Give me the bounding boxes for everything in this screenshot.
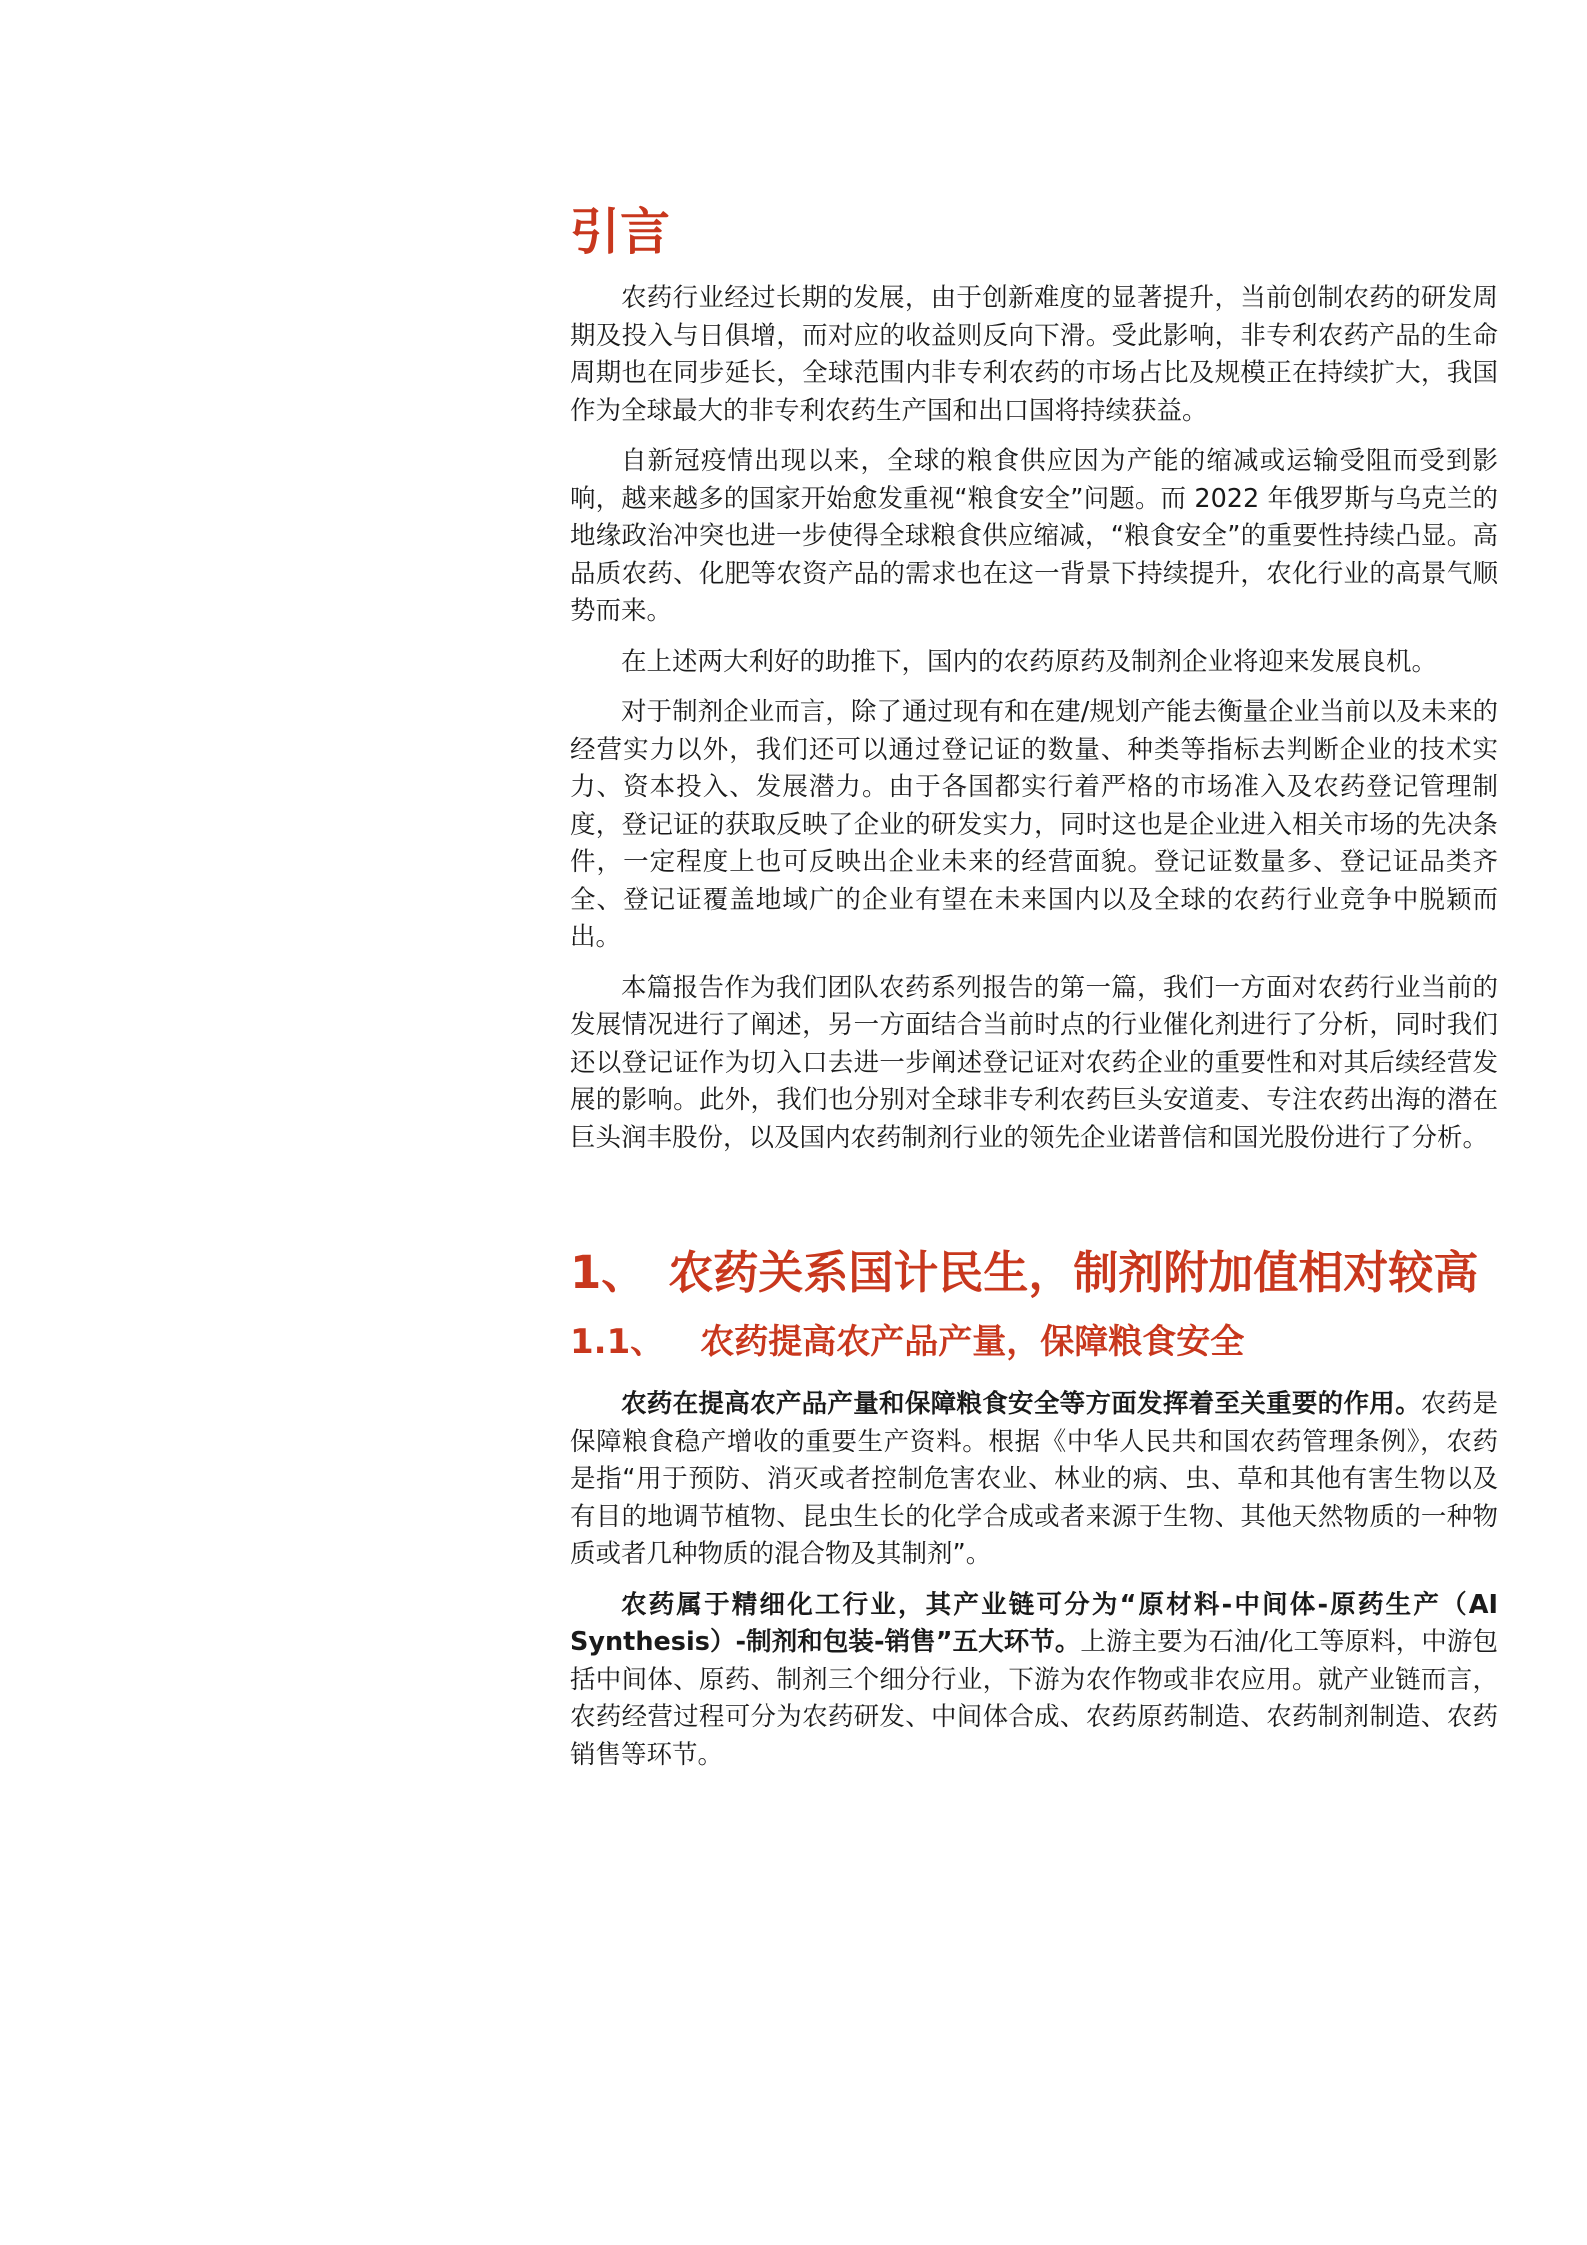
intro-paragraph: 自新冠疫情出现以来，全球的粮食供应因为产能的缩减或运输受阻而受到影响，越来越多的国家开始愈发重视“粮食安全”问题。而 2022 年俄罗斯与乌克兰的地缘政治冲突也进一步使得全球粮食供应缩减，“粮食安全”的重要性持续凸显。高品质农药、化肥等农资产品的需求也在这一背景下持续提升，农化行业的高景气顺势而来。 [570,446,1498,626]
paragraph-text: 上游主要为石油/化工等原料，中游包括中间体、原药、制剂三个细分行业，下游为农作物或非农应用。就产业链而言，农药经营过程可分为农药研发、中间体合成、农药原药制造、农药制剂制造、农药销售等环节。 [570,1627,1498,1770]
document-body [570,205,1498,1787]
intro-heading: 引言 [570,203,670,261]
section-1-1-heading [570,1318,1498,1366]
intro-paragraph: 对于制剂企业而言，除了通过现有和在建/规划产能去衡量企业当前以及未来的经营实力以外，我们还可以通过登记证的数量、种类等指标去判断企业的技术实力、资本投入、发展潜力。由于各国都实行着严格的市场准入及农药登记管理制度，登记证的获取反映了企业的研发实力，同时这也是企业进入相关市场的先决条件，一定程度上也可反映出企业未来的经营面貌。登记证数量多、登记证品类齐全、登记证覆盖地域广的企业有望在未来国内以及全球的农药行业竞争中脱颖而出。 [570,697,1498,952]
intro-paragraph: 在上述两大利好的助推下，国内的农药原药及制剂企业将迎来发展良机。 [621,646,1438,677]
intro-paragraph: 本篇报告作为我们团队农药系列报告的第一篇，我们一方面对农药行业当前的发展情况进行了阐述，另一方面结合当前时点的行业催化剂进行了分析，同时我们还以登记证作为切入口去进一步阐述登记证对农药企业的重要性和对其后续经营发展的影响。此外，我们也分别对全球非专利农药巨头安道麦、专注农药出海的潜在巨头润丰股份，以及国内农药制剂行业的领先企业诺普信和国光股份进行了分析。 [570,972,1498,1153]
paragraph-text: 农药是保障粮食稳产增收的重要生产资料。根据《中华人民共和国农药管理条例》，农药是指“用于预防、消灭或者控制危害农业、林业的病、虫、草和其他有害生物以及有目的地调节植物、昆虫生长的化学合成或者来源于生物、其他天然物质的一种物质或者几种物质的混合物及其制剂”。 [570,1389,1498,1569]
intro-paragraph: 农药行业经过长期的发展，由于创新难度的显著提升，当前创制农药的研发周期及投入与日俱增，而对应的收益则反向下滑。受此影响，非专利农药产品的生命周期也在同步延长，全球范围内非专利农药的市场占比及规模正在持续扩大，我国作为全球最大的非专利农药生产国和出口国将持续获益。 [570,283,1498,426]
paragraph-lead: 农药属于精细化工行业，其产业链可分为“原材料-中间体-原药生产（AI Synthesis）-制剂和包装-销售”五大环节。 [570,1589,1498,1657]
paragraph-lead: 农药在提高农产品产量和保障粮食安全等方面发挥着至关重要的作用。 [621,1389,1421,1419]
section-1-1-number: 1.1、 [570,1322,665,1362]
section-1-1-paragraph [570,1386,1498,1574]
section-1-title: 农药关系国计民生，制剂附加值相对较高 [668,1246,1479,1299]
section-1-number: 1、 [570,1246,647,1299]
section-1-1-title: 农药提高农产品产量，保障粮食安全 [700,1322,1245,1362]
section-1-1-paragraph [570,1587,1498,1775]
section-1-heading [570,1239,1498,1306]
